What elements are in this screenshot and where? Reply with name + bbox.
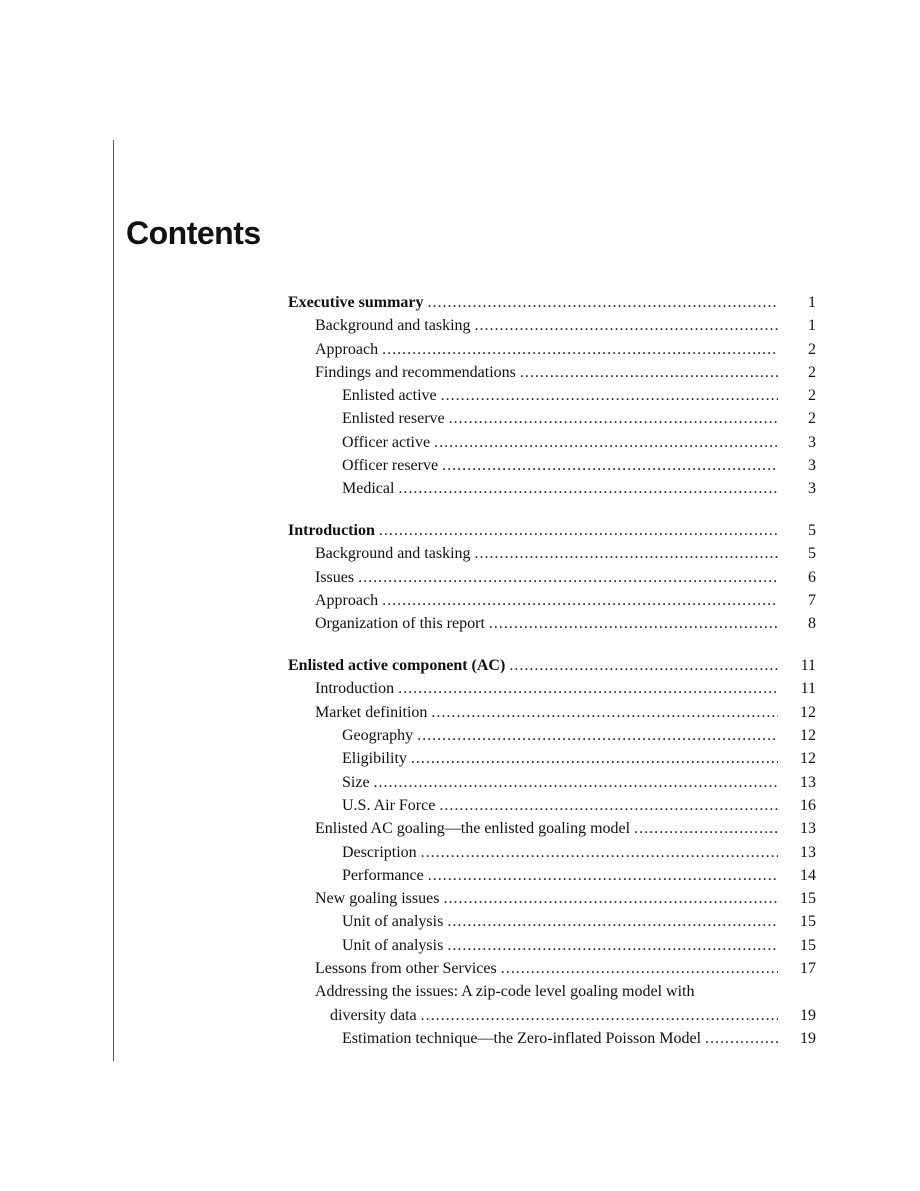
toc-entry-text: Officer active [342,433,431,451]
dot-leader [421,1004,778,1027]
toc-page-number: 2 [808,340,816,358]
toc-page-number: 12 [800,750,816,768]
dot-leader [431,701,778,724]
toc-section [288,654,816,1050]
toc-entry[interactable] [288,771,816,794]
toc-page-number: 7 [808,592,816,610]
toc-entry-text: Geography [342,727,414,745]
toc-page-number: 1 [808,294,816,311]
dot-leader [374,771,778,794]
toc-entry[interactable] [288,817,816,840]
toc-entry[interactable] [288,589,816,612]
toc-entry[interactable] [288,864,816,887]
dot-leader [382,338,778,361]
toc-page-number: 13 [800,820,816,838]
dot-leader [411,747,778,770]
dot-leader [447,910,778,933]
toc-entry[interactable] [288,724,816,747]
toc-entry-text: Enlisted reserve [342,410,445,428]
toc-entry-text: Approach [315,592,379,610]
toc-entry-text: Medical [342,480,395,498]
dot-leader [442,454,778,477]
toc-entry-text: Organization of this report [315,615,485,633]
dot-leader [428,291,778,314]
toc-page-number: 2 [808,387,816,405]
dot-leader [417,724,778,747]
dot-leader [509,654,778,677]
toc-page-number: 12 [800,727,816,745]
toc-entry[interactable] [288,314,816,337]
toc-entry[interactable] [288,747,816,770]
toc-entry[interactable] [288,338,816,361]
dot-leader [489,612,778,635]
toc-entry[interactable] [288,612,816,635]
toc-page-number: 3 [808,457,816,475]
toc-entry-text: Estimation technique—the Zero-inflated Poisson Model [342,1029,702,1047]
dot-leader [634,817,778,840]
dot-leader [434,431,778,454]
toc-page-number: 11 [800,657,816,675]
toc-page-number: 8 [808,615,816,633]
toc-page-number: 1 [808,317,816,335]
dot-leader [382,589,778,612]
toc-entry[interactable] [288,887,816,910]
toc-page-number: 2 [808,363,816,381]
toc-entry-text: Size [342,773,370,791]
toc-page-number: 16 [800,796,816,814]
toc-entry-text: Unit of analysis [342,936,444,954]
toc-entry[interactable] [288,407,816,430]
toc-entry-text: Officer reserve [342,457,439,475]
toc-entry[interactable] [288,1027,816,1050]
dot-leader [398,477,778,500]
toc-page-number: 15 [800,913,816,931]
dot-leader [705,1027,778,1050]
toc-page-number: 15 [800,936,816,954]
toc-entry-text: Enlisted active [342,387,437,405]
toc-entry-text: Approach [315,340,379,358]
dot-leader [443,887,778,910]
dot-leader [520,361,778,384]
toc-entry-text: Enlisted AC goaling—the enlisted goaling model [315,820,631,838]
toc-page-number: 6 [808,568,816,586]
toc-entry[interactable] [288,431,816,454]
toc-entry-text: Issues [315,568,355,586]
toc-page-number: 14 [800,866,816,884]
toc-entry[interactable] [288,519,816,542]
toc-entry-text: Background and tasking [315,545,471,563]
toc-entry[interactable] [288,291,816,314]
toc-entry-text: U.S. Air Force [342,796,436,814]
toc-entry[interactable] [288,701,816,724]
dot-leader [441,384,778,407]
toc-entry[interactable] [288,566,816,589]
toc-entry[interactable] [288,542,816,565]
toc-entry-text: Performance [342,866,424,884]
toc-entry-text: Description [342,843,417,861]
toc-page-number: 13 [800,843,816,861]
toc-page-number: 11 [800,680,816,698]
toc-entry-text: diversity data [330,1006,417,1024]
toc-page-number: 13 [800,773,816,791]
dot-leader [439,794,778,817]
toc-page-number: 15 [800,890,816,908]
toc-entry-text: Findings and recommendations [315,363,516,381]
toc-entry[interactable] [288,794,816,817]
toc-page-number: 2 [808,410,816,428]
toc-entry-text: Lessons from other Services [315,960,497,978]
toc-entry-text: Addressing the issues: A zip-code level goaling model with [315,983,695,1001]
toc-entry-text: Enlisted active component (AC) [288,657,506,675]
toc-entry-text: Market definition [315,703,428,721]
toc-entry[interactable] [288,454,816,477]
toc-entry-continuation[interactable] [288,1004,816,1027]
toc-page-number: 17 [800,960,816,978]
dot-leader [475,542,778,565]
toc-page-number: 19 [800,1006,816,1024]
toc-entry[interactable] [288,910,816,933]
dot-leader [449,407,778,430]
toc-entry-text: Executive summary [288,294,424,311]
page-title: Contents [126,215,261,251]
table-of-contents [288,291,816,1069]
toc-section [288,519,816,635]
toc-entry-text: Introduction [288,522,375,540]
toc-entry[interactable] [288,957,816,980]
toc-entry[interactable] [288,477,816,500]
toc-page-number: 19 [800,1029,816,1047]
margin-rule [113,140,114,1061]
toc-entry-text: Eligibility [342,750,407,768]
toc-entry[interactable] [288,361,816,384]
toc-section [288,291,816,501]
toc-entry[interactable] [288,841,816,864]
toc-entry[interactable] [288,934,816,957]
dot-leader [475,314,778,337]
dot-leader [398,677,778,700]
dot-leader [428,864,778,887]
toc-entry[interactable] [288,384,816,407]
toc-page-number: 3 [808,433,816,451]
dot-leader [379,519,778,542]
dot-leader [447,934,778,957]
toc-entry[interactable] [288,654,816,677]
dot-leader [501,957,778,980]
toc-entry[interactable] [288,677,816,700]
toc-page-number: 5 [808,522,816,540]
toc-page-number: 5 [808,545,816,563]
toc-entry-text: New goaling issues [315,890,440,908]
toc-page-number: 3 [808,480,816,498]
toc-entry-text: Background and tasking [315,317,471,335]
dot-leader [358,566,778,589]
toc-entry-text: Unit of analysis [342,913,444,931]
toc-entry-text: Introduction [315,680,395,698]
dot-leader [421,841,778,864]
toc-entry[interactable] [288,980,816,1003]
toc-page-number: 12 [800,703,816,721]
